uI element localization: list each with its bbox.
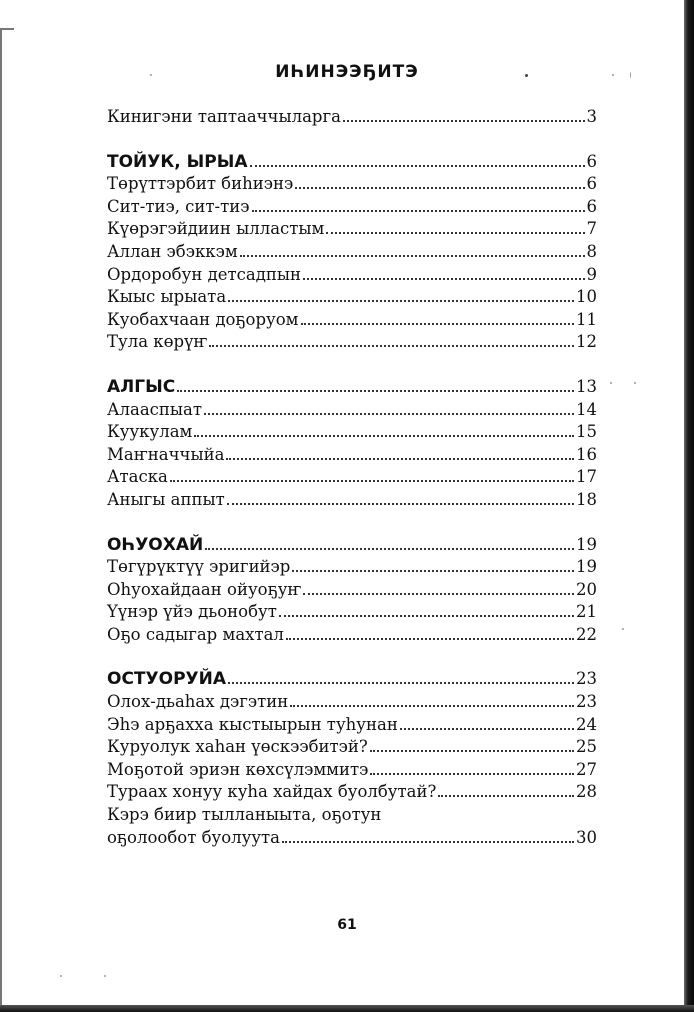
toc-entry-page: 20 bbox=[576, 579, 597, 599]
toc-entry-page: 9 bbox=[586, 264, 597, 284]
dot-leader bbox=[370, 750, 574, 752]
toc-section-heading bbox=[107, 376, 597, 399]
toc-entry-title: Куукулам bbox=[107, 422, 193, 442]
toc-intro bbox=[107, 106, 597, 129]
toc-entry-page: 8 bbox=[586, 241, 597, 261]
toc-entry-page: 23 bbox=[576, 669, 597, 689]
dot-leader bbox=[301, 323, 574, 325]
toc-section bbox=[107, 534, 597, 647]
toc-entry-page: 17 bbox=[576, 467, 597, 487]
toc-entry bbox=[107, 444, 597, 467]
toc-entry bbox=[107, 421, 597, 444]
toc-entry-page: 18 bbox=[576, 489, 597, 509]
toc-entry bbox=[107, 331, 597, 354]
dot-leader bbox=[286, 638, 574, 640]
dot-leader bbox=[209, 345, 574, 347]
dot-leader bbox=[279, 615, 574, 617]
section-gap bbox=[107, 354, 597, 376]
toc-entry-page: 11 bbox=[576, 309, 597, 329]
scan-speck bbox=[60, 975, 62, 977]
toc-entry bbox=[107, 714, 597, 737]
section-gap bbox=[107, 512, 597, 534]
dot-leader bbox=[282, 841, 574, 843]
toc-entry-page: 22 bbox=[576, 624, 597, 644]
toc-entry-title: Кинигэни таптааччыларга bbox=[107, 107, 341, 126]
toc-entry bbox=[107, 309, 597, 332]
page-top-edge bbox=[0, 28, 14, 30]
toc-entry-first-line bbox=[107, 804, 597, 827]
toc-entry bbox=[107, 173, 597, 196]
dot-leader bbox=[303, 278, 585, 280]
toc-entry-title: Куруолук хаһан үөскээбитэй? bbox=[107, 737, 368, 757]
dot-leader bbox=[204, 413, 574, 415]
toc-entry-title: ОҺУОХАЙ bbox=[107, 534, 204, 555]
toc-section-heading bbox=[107, 151, 597, 174]
toc-entry-title: Олох-дьаһах дэгэтин bbox=[107, 692, 289, 712]
toc-section-heading bbox=[107, 668, 597, 691]
toc-entry-page: 13 bbox=[576, 376, 597, 396]
dot-leader bbox=[228, 682, 574, 684]
page-number: 61 bbox=[337, 917, 357, 933]
table-of-contents bbox=[107, 106, 597, 849]
dot-leader bbox=[438, 795, 574, 797]
toc-entry bbox=[107, 624, 597, 647]
page-bottom-edge bbox=[0, 1005, 694, 1012]
toc-entry-page: 6 bbox=[586, 151, 597, 171]
toc-entry-title: Аныгы аппыт bbox=[107, 489, 225, 509]
dot-leader bbox=[326, 232, 584, 234]
scan-speck bbox=[634, 382, 636, 384]
toc-entry-page: 30 bbox=[576, 827, 597, 847]
toc-section bbox=[107, 151, 597, 354]
toc-entry-page: 21 bbox=[576, 602, 597, 622]
toc-entry-title: ОСТУОРУЙА bbox=[107, 669, 227, 690]
toc-entry-page: 6 bbox=[586, 174, 597, 194]
dot-leader bbox=[343, 120, 585, 122]
toc-entry bbox=[107, 218, 597, 241]
toc-entry-title: Моҕотой эриэн көхсүлэммитэ bbox=[107, 759, 369, 779]
toc-entry-title: Тураах хонуу куһа хайдах буолбутай? bbox=[107, 782, 437, 802]
dot-leader bbox=[227, 503, 574, 505]
toc-entry bbox=[107, 781, 597, 804]
toc-entry-title: Төрүттэрбит биһиэнэ bbox=[107, 174, 294, 194]
toc-entry-title: Тула көрүҥ bbox=[107, 332, 208, 352]
dot-leader bbox=[295, 187, 584, 189]
toc-entry bbox=[107, 556, 597, 579]
toc-entry bbox=[107, 286, 597, 309]
dot-leader bbox=[170, 480, 574, 482]
section-gap bbox=[107, 646, 597, 668]
toc-entry-title: Кыыс ырыата bbox=[107, 287, 227, 307]
dot-leader bbox=[228, 300, 574, 302]
dot-leader bbox=[370, 773, 574, 775]
toc-entry-page: 15 bbox=[576, 422, 597, 442]
toc-entry bbox=[107, 466, 597, 489]
toc-entry-page: 6 bbox=[586, 196, 597, 216]
dot-leader bbox=[194, 435, 574, 437]
toc-entry-page: 28 bbox=[576, 782, 597, 802]
dot-leader bbox=[303, 593, 574, 595]
dot-leader bbox=[252, 210, 585, 212]
toc-entry-page: 25 bbox=[576, 737, 597, 757]
toc-entry-title: Аллан эбэккэм bbox=[107, 241, 238, 261]
toc-entry-title: Куобахчаан доҕоруом bbox=[107, 309, 299, 329]
toc-entry-title: Ордоробун детсадпын bbox=[107, 264, 301, 284]
toc-entry-title: Оһуохайдаан ойуоҕуҥ bbox=[107, 579, 302, 599]
section-gap bbox=[107, 129, 597, 151]
toc-entry bbox=[107, 827, 597, 850]
dot-leader bbox=[250, 165, 585, 167]
toc-entry-title: Күөрэгэйдиин ылластым bbox=[107, 219, 325, 239]
toc-entry bbox=[107, 106, 597, 129]
toc-entry bbox=[107, 489, 597, 512]
toc-entry-page: 7 bbox=[586, 219, 597, 239]
toc-entry-title: АЛГЫС bbox=[107, 376, 176, 397]
toc-section bbox=[107, 376, 597, 512]
toc-entry-page: 19 bbox=[576, 557, 597, 577]
toc-entry-page: 14 bbox=[576, 399, 597, 419]
toc-entry-page: 23 bbox=[576, 692, 597, 712]
dot-leader bbox=[400, 728, 574, 730]
toc-entry-title-line: Кэрэ биир тылланыыта, оҕотун bbox=[107, 805, 382, 825]
page-title: ИҺИНЭЭҔИТЭ bbox=[275, 62, 419, 82]
toc-entry-page: 24 bbox=[576, 714, 597, 734]
toc-entry-title: Маҥначчыйа bbox=[107, 444, 225, 464]
dot-leader bbox=[226, 458, 574, 460]
toc-entry bbox=[107, 736, 597, 759]
toc-entry-page: 19 bbox=[576, 534, 597, 554]
toc-entry bbox=[107, 399, 597, 422]
page-right-edge bbox=[684, 0, 694, 1012]
toc-entry bbox=[107, 691, 597, 714]
toc-entry bbox=[107, 601, 597, 624]
toc-entry bbox=[107, 241, 597, 264]
toc-entry bbox=[107, 196, 597, 219]
scan-speck bbox=[622, 628, 624, 630]
dot-leader bbox=[177, 390, 574, 392]
dot-leader bbox=[290, 705, 574, 707]
toc-entry bbox=[107, 579, 597, 602]
toc-entry-title: Эһэ арҕахха кыстыырын туһунан bbox=[107, 714, 398, 734]
scan-speck bbox=[610, 382, 612, 384]
toc-entry-title: Алааспыат bbox=[107, 399, 202, 419]
toc-entry-page: 3 bbox=[586, 107, 597, 126]
dot-leader bbox=[205, 548, 574, 550]
toc-section-heading bbox=[107, 534, 597, 557]
toc-entry-page: 12 bbox=[576, 332, 597, 352]
toc-section bbox=[107, 668, 597, 849]
toc-entry-page: 27 bbox=[576, 759, 597, 779]
toc-entry bbox=[107, 264, 597, 287]
dot-leader bbox=[292, 570, 574, 572]
toc-entry-title: Төгүрүктүү эригийэр bbox=[107, 557, 291, 577]
page-left-edge bbox=[0, 28, 2, 1012]
toc-entry-title: Үүнэр үйэ дьонобут bbox=[107, 602, 277, 622]
toc-entry-title: ТОЙУК, ЫРЫА bbox=[107, 151, 248, 172]
toc-entry-title: Сит-тиэ, сит-тиэ bbox=[107, 196, 250, 216]
scan-speck bbox=[104, 975, 106, 977]
toc-entry-title: Оҕо садыгар махтал bbox=[107, 624, 284, 644]
toc-entry-title: оҕолообот буолуута bbox=[107, 827, 281, 847]
toc-entry-page: 16 bbox=[576, 444, 597, 464]
toc-entry bbox=[107, 759, 597, 782]
toc-entry-page: 10 bbox=[576, 287, 597, 307]
toc-entry-title: Атаска bbox=[107, 467, 168, 487]
dot-leader bbox=[240, 255, 585, 257]
